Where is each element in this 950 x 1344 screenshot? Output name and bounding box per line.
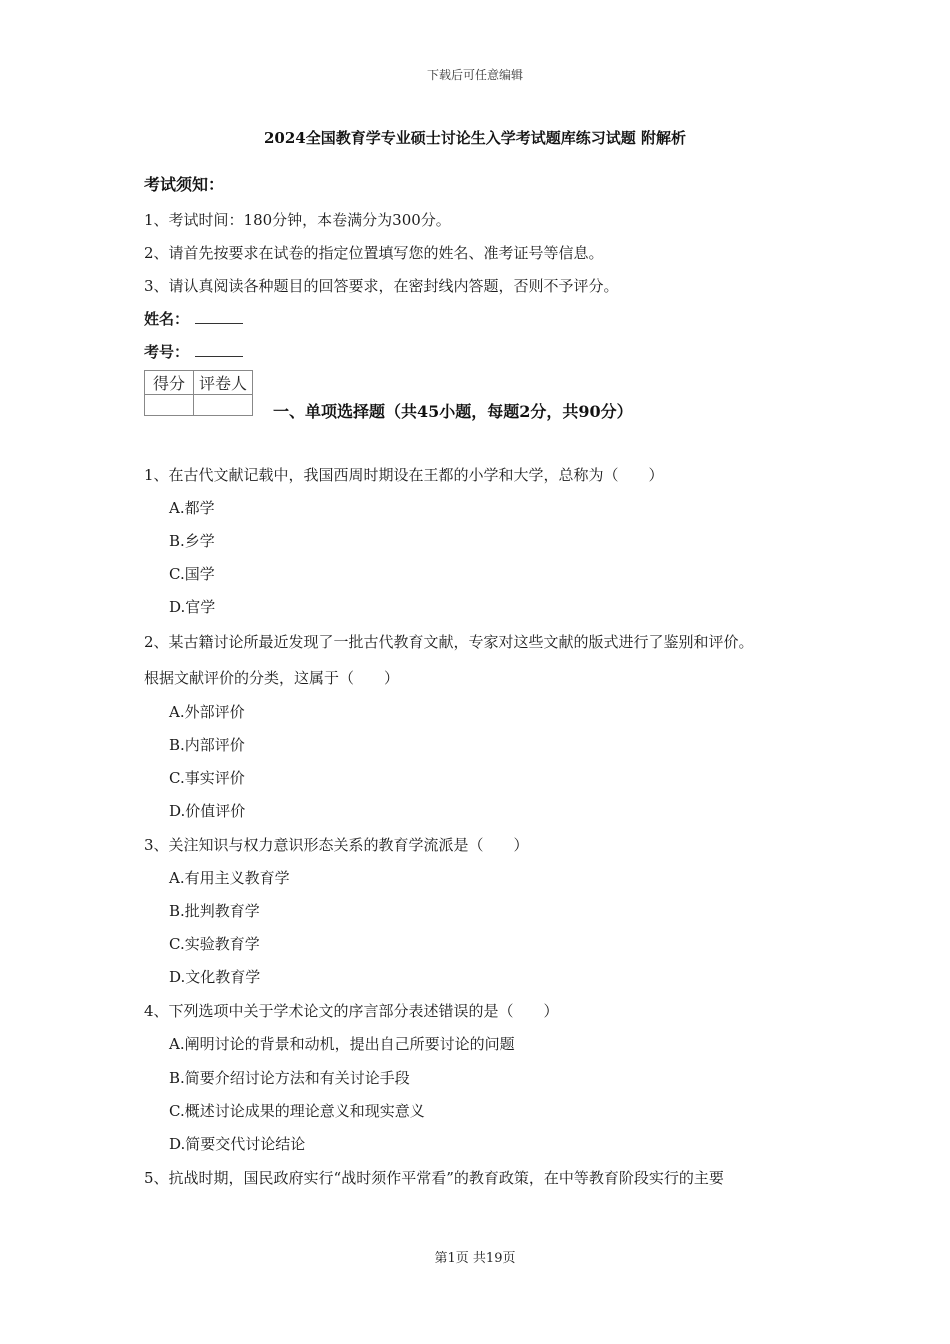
notice-heading: 考试须知：	[144, 175, 225, 194]
grader-header: 评卷人	[194, 371, 253, 395]
question-text: 4、下列选项中关于学术论文的序言部分表述错误的是（ ）	[144, 1002, 559, 1020]
score-header: 得分	[145, 371, 194, 395]
option: C.事实评价	[169, 769, 245, 787]
option: D.文化教育学	[169, 968, 261, 986]
header-note: 下载后可任意编辑	[426, 68, 523, 82]
option: C.概述讨论成果的理论意义和现实意义	[169, 1102, 425, 1120]
section-title: 一、单项选择题（共45小题，每题2分，共90分）	[273, 402, 633, 421]
question-text: 2、某古籍讨论所最近发现了一批古代教育文献，专家对这些文献的版式进行了鉴别和评价。	[144, 633, 754, 651]
option: D.官学	[169, 598, 216, 616]
name-label: 姓名：	[144, 310, 190, 328]
notice-item: 2、请首先按要求在试卷的指定位置填写您的姓名、准考证号等信息。	[144, 244, 604, 262]
option: A.外部评价	[169, 703, 245, 721]
option: D.简要交代讨论结论	[169, 1135, 306, 1153]
notice-item: 1、考试时间：180分钟，本卷满分为300分。	[144, 211, 451, 229]
option: A.都学	[169, 499, 215, 517]
name-blank[interactable]	[195, 309, 243, 324]
question-text: 1、在古代文献记载中，我国西周时期设在王都的小学和大学，总称为（ ）	[144, 466, 664, 484]
page-number: 第1页 共19页	[434, 1251, 516, 1266]
score-cell[interactable]	[145, 395, 194, 416]
option: A.有用主义教育学	[169, 869, 290, 887]
option: A.阐明讨论的背景和动机，提出自己所要讨论的问题	[169, 1035, 515, 1053]
grader-cell[interactable]	[194, 395, 253, 416]
option: B.简要介绍讨论方法和有关讨论手段	[169, 1069, 410, 1087]
question-text: 3、关注知识与权力意识形态关系的教育学流派是（ ）	[144, 836, 529, 854]
option: C.实验教育学	[169, 935, 260, 953]
option: C.国学	[169, 565, 215, 583]
id-label: 考号：	[144, 343, 190, 361]
option: B.内部评价	[169, 736, 245, 754]
question-text: 根据文献评价的分类，这属于（ ）	[144, 669, 400, 687]
id-blank[interactable]	[195, 342, 243, 357]
document-title: 2024全国教育学专业硕士讨论生入学考试题库练习试题 附解析	[264, 129, 686, 147]
name-field	[144, 308, 243, 329]
notice-item: 3、请认真阅读各种题目的回答要求，在密封线内答题，否则不予评分。	[144, 277, 619, 295]
option: D.价值评价	[169, 802, 246, 820]
option: B.批判教育学	[169, 902, 260, 920]
question-text: 5、抗战时期，国民政府实行“战时须作平常看”的教育政策，在中等教育阶段实行的主要	[144, 1169, 724, 1187]
score-table	[144, 370, 253, 416]
id-field	[144, 341, 243, 362]
option: B.乡学	[169, 532, 215, 550]
